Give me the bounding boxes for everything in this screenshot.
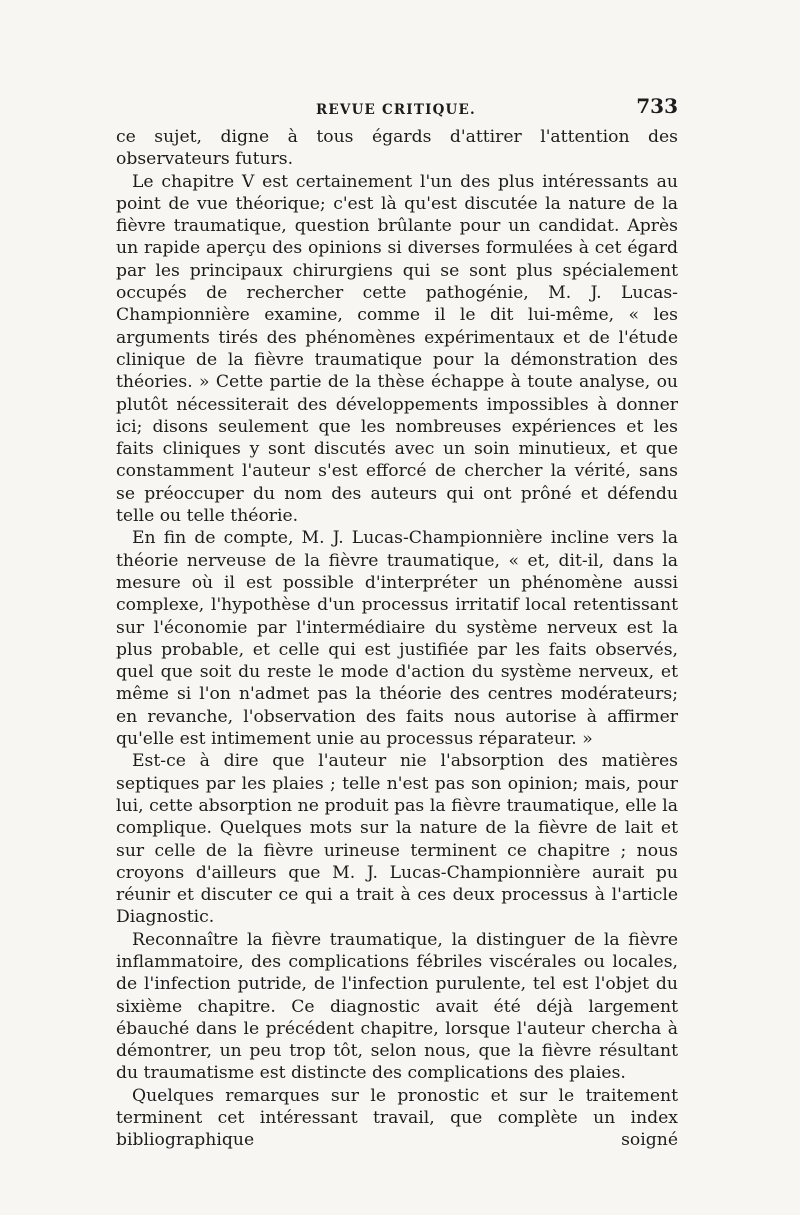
page-number: 733 [636, 94, 678, 118]
body-text [116, 126, 678, 1152]
paragraph-3: En fin de compte, M. J. Lucas-Championnière incline vers la théorie nerveuse de la fièvre traumatique, « et, dit-il, dans la mesure où il est possible d'interpréter un phénomène aussi complexe, l'hypothèse d'un processus irritatif local retentissant sur l'économie par l'intermédiaire du système nerveux est la plus probable, et celle qui est justifiée par les faits observés, quel que soit du reste le mode d'action du système nerveux, et même si l'on n'admet pas la théorie des centres modérateurs; en revanche, l'observation des faits nous autorise à affirmer qu'elle est intimement unie au processus réparateur. » [116, 528, 678, 750]
paragraph-1: ce sujet, digne à tous égards d'attirer l'attention des observateurs futurs. [116, 127, 678, 170]
paragraph-4: Est-ce à dire que l'auteur nie l'absorption des matières septiques par les plaies ; telle n'est pas son opinion; mais, pour lui, cette absorption ne produit pas la fièvre traumatique, elle la complique. Quelques mots sur la nature de la fièvre de lait et sur celle de la fièvre urineuse terminent ce chapitre ; nous croyons d'ailleurs que M. J. Lucas-Championnière aurait pu réunir et discuter ce qui a trait à ces deux processus à l'article Diagnostic. [116, 751, 678, 928]
paragraph-6: Quelques remarques sur le pronostic et sur le traitement terminent cet intéressant travail, que complète un index bibliographique soigné [116, 1085, 678, 1151]
running-head [116, 92, 678, 126]
paragraph-5: Reconnaître la fièvre traumatique, la distinguer de la fièvre inflammatoire, des complications fébriles viscérales ou locales, de l'infection putride, de l'infection purulente, tel est l'objet du sixième chapitre. Ce diagnostic avait été déjà largement ébauché dans le précédent chapitre, lorsque l'auteur chercha à démontrer, un peu trop tôt, selon nous, que la fièvre résultant du traumatisme est distincte des complications des plaies. [116, 929, 678, 1084]
paragraph-2: Le chapitre V est certainement l'un des plus intéressants au point de vue théorique; c'est là qu'est discutée la nature de la fièvre traumatique, question brûlante pour un candidat. Après un rapide aperçu des opinions si diverses formulées à cet égard par les principaux chirurgiens qui se sont plus spécialement occupés de rechercher cette pathogénie, M. J. Lucas-Championnière examine, comme il le dit lui-même, « les arguments tirés des phénomènes expérimentaux et de l'étude clinique de la fièvre traumatique pour la démonstration des théories. » Cette partie de la thèse échappe à toute analyse, ou plutôt nécessiterait des développements impossibles à donner ici; disons seulement que les nombreuses expériences et les faits cliniques y sont discutés avec un soin minutieux, et que constamment l'auteur s'est efforcé de chercher la vérité, sans se préoccuper du nom des auteurs qui ont prôné et défendu telle ou telle théorie. [116, 171, 678, 527]
page-header-title: REVUE CRITIQUE. [316, 102, 476, 118]
